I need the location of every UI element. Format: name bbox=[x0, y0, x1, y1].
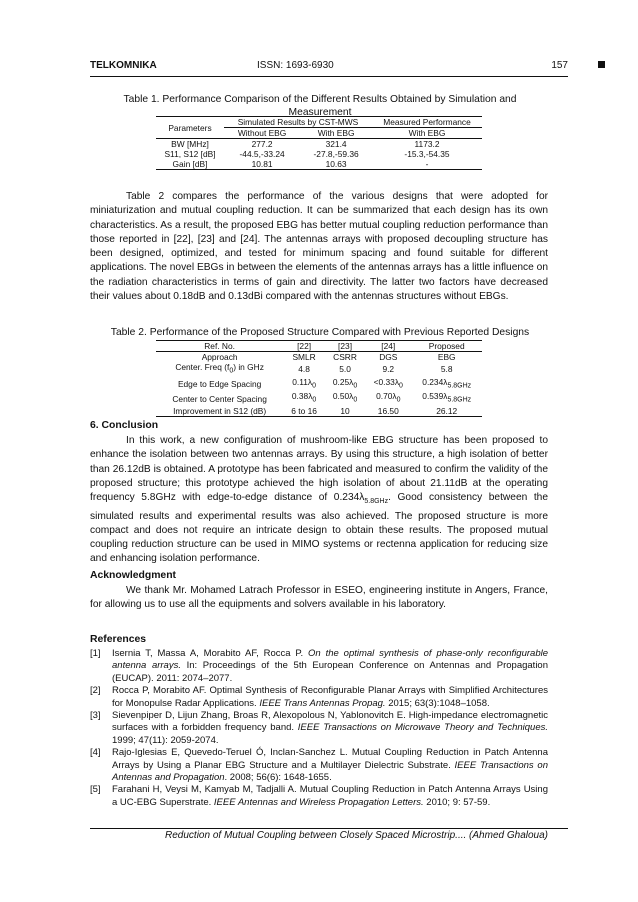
table-cell bbox=[156, 362, 283, 377]
table-cell bbox=[325, 377, 365, 392]
value: 0.539λ bbox=[422, 391, 448, 402]
table-row bbox=[156, 406, 482, 417]
table-cell: S11, S12 [dB] bbox=[164, 149, 216, 159]
value: 0.25λ bbox=[332, 376, 354, 387]
table1-header-simulated: Simulated Results by CST-MWS bbox=[224, 117, 372, 128]
body-paragraph bbox=[90, 190, 548, 304]
reference-text: In: Proceedings of the 5th European Conference on Antennas and Propagation (EUCAP). 2011: 2074–2077. bbox=[112, 660, 548, 684]
references-heading: References bbox=[90, 634, 147, 645]
reference-item bbox=[90, 710, 548, 747]
reference-title: IEEE Transactions on Antennas and Propagation bbox=[112, 759, 548, 784]
reference-title: IEEE Trans Antennas Propag. bbox=[259, 697, 386, 709]
subscript: 0 bbox=[229, 367, 234, 375]
paragraph-text: In this work, a new configuration of mushroom-like EBG structure has been proposed to enhance the isolation between two antennas arrays. By using this structure, a high isolation of better than 26.12dB is obtained. A prototype has been fabricated and measured to confirm the validity of the proposed structure; this prototype achieved the high isolation of about 21.11dB at the operating frequency 5.8GHz with edge-to-edge distance of 0.234λ bbox=[90, 435, 548, 504]
table-cell: -27.8,-59.36 bbox=[313, 149, 359, 159]
table-cell: Gain [dB] bbox=[172, 159, 208, 169]
table-row bbox=[156, 391, 482, 406]
table-cell: 10 bbox=[340, 406, 350, 417]
table1-header-measured: Measured Performance bbox=[372, 117, 482, 128]
table-cell: DGS bbox=[379, 352, 398, 362]
table-row bbox=[156, 159, 482, 170]
table-cell bbox=[365, 391, 411, 406]
table-cell: -15.3,-54.35 bbox=[404, 149, 450, 159]
reference-text: . 2008; 56(6): 1648-1655. bbox=[224, 772, 332, 784]
conclusion-heading: 6. Conclusion bbox=[90, 420, 159, 431]
reference-number: [1] bbox=[90, 648, 101, 659]
subscript: 0 bbox=[396, 397, 401, 405]
table1-sub-without: Without EBG bbox=[237, 128, 287, 138]
table-header-cell: Ref. No. bbox=[204, 341, 235, 351]
table-cell: 4.8 bbox=[298, 364, 310, 375]
table1-sub-with-measured: With EBG bbox=[408, 128, 446, 138]
table-cell: EBG bbox=[437, 352, 456, 362]
table-row bbox=[156, 149, 482, 159]
acknowledgment-paragraph bbox=[90, 584, 548, 613]
table-cell: Center to Center Spacing bbox=[172, 393, 267, 404]
reference-number: [2] bbox=[90, 685, 101, 697]
page-number: 157 bbox=[551, 60, 568, 71]
paragraph-text: Table 2 compares the performance of the various designs that were adopted for miniaturization and mutual coupling reduction. It can be summarized that each design has its own characteristics. As a result, the proposed EBG has better mutual coupling reduction performance than those reported in [22], [23] and [24]. The antennas arrays with proposed decoupling structure has been designed, optimized, and tested for minimum spacing and found suitable for different applications. The novel EBGs in between the elements of the antennas arrays has a little influence on the radiation characteristics in terms of gain and directivity. The latter two factors have decreased their values about 0.18dB and 0.13dBi compared with the antennas structures without EBGs. bbox=[90, 191, 548, 303]
conclusion-paragraph bbox=[90, 434, 548, 567]
table-cell: 5.0 bbox=[339, 364, 351, 375]
reference-item bbox=[90, 685, 548, 710]
table-cell: BW [MHz] bbox=[171, 139, 209, 149]
paragraph-text: We thank Mr. Mohamed Latrach Professor in ESEO, engineering institute in Angers, France, for allowing us to use all the equipments and solvers available in his laboratory. bbox=[90, 585, 548, 611]
reference-item bbox=[90, 747, 548, 784]
table-header-cell: [22] bbox=[297, 341, 312, 351]
table-cell bbox=[283, 377, 325, 392]
issn: ISSN: 1693-6930 bbox=[257, 60, 334, 71]
table-cell: Edge to Edge Spacing bbox=[177, 379, 262, 389]
running-footer: Reduction of Mutual Coupling between Closely Spaced Microstrip.... (Ahmed Ghaloua) bbox=[165, 830, 548, 841]
table1 bbox=[156, 116, 482, 170]
table-cell: 26.12 bbox=[436, 406, 458, 417]
table-cell: 9.2 bbox=[382, 364, 395, 375]
table-row bbox=[156, 352, 482, 363]
table-cell: - bbox=[425, 159, 429, 169]
table-cell: Improvement in S12 (dB) bbox=[173, 406, 267, 417]
reference-number: [4] bbox=[90, 747, 101, 759]
subscript: 0 bbox=[399, 382, 403, 390]
reference-text: Rocca P, Morabito AF. Optimal Synthesis of Reconfigurable Planar Arrays with Simplified Architectures for Monopulse Radar Applications. bbox=[112, 685, 548, 709]
table-cell: -44.5,-33.24 bbox=[239, 149, 285, 159]
reference-text: 1999; 47(11): 2059-2074. bbox=[112, 734, 219, 746]
label-part: ) in GHz bbox=[233, 362, 264, 372]
table-row bbox=[156, 362, 482, 377]
reference-text: Sievenpiper D, Lijun Zhang, Broas R, Alexopolous N, Yablonovitch E. High-impedance electromagnetic surfaces with a forbidden frequency band. bbox=[112, 710, 548, 734]
table-cell: 10.63 bbox=[325, 159, 347, 169]
table-row bbox=[156, 377, 482, 392]
value: 0.234λ bbox=[422, 376, 448, 387]
reference-list bbox=[90, 648, 548, 809]
header-rule bbox=[90, 76, 568, 77]
subscript: 0 bbox=[353, 382, 358, 390]
reference-text: Isernia T, Massa A, Morabito AF, Rocca P. bbox=[112, 648, 309, 659]
reference-text: 2010; 9: 57-59. bbox=[423, 796, 491, 808]
reference-title: IEEE Transactions on Microwave Theory and Techniques. bbox=[297, 722, 548, 734]
reference-text: Rajo-Iglesias E, Quevedo-Teruel Ó, Inclan-Sanchez L. Mutual Coupling Reduction in Patch Antenna Arrays by Using a Planar EBG Structure and a Multilayer Dielectric Substrate. bbox=[112, 747, 548, 771]
journal-name: TELKOMNIKA bbox=[90, 60, 157, 71]
acknowledgment-heading: Acknowledgment bbox=[90, 570, 177, 581]
subscript: 5.8GHz bbox=[447, 397, 472, 405]
value: 0.38λ bbox=[291, 391, 313, 402]
table2 bbox=[156, 340, 482, 417]
reference-title: IEEE Antennas and Wireless Propagation Letters. bbox=[213, 796, 424, 808]
value: <0.33λ bbox=[373, 376, 400, 387]
table-row bbox=[156, 139, 482, 150]
table-cell bbox=[411, 377, 482, 392]
subscript: 0 bbox=[353, 397, 358, 405]
subscript: 0 bbox=[312, 397, 317, 405]
value: 0.50λ bbox=[332, 391, 354, 402]
square-bullet-icon bbox=[598, 61, 605, 68]
table1-caption: Table 1. Performance Comparison of the Different Results Obtained by Simulation and Measurement bbox=[123, 94, 517, 118]
reference-title: On the optimal synthesis of phase-only reconfigurable antenna arrays. bbox=[112, 648, 549, 672]
table-header-cell: Proposed bbox=[428, 341, 465, 351]
table-cell: 6 to 16 bbox=[291, 406, 317, 417]
table1-sub-with: With EBG bbox=[317, 128, 355, 138]
table-cell bbox=[325, 391, 365, 406]
table-cell bbox=[283, 391, 325, 406]
running-header bbox=[90, 60, 568, 74]
subscript: 5.8GHz bbox=[364, 498, 389, 506]
table1-header-parameters: Parameters bbox=[156, 117, 224, 139]
value: 0.70λ bbox=[376, 391, 397, 402]
table-cell: CSRR bbox=[333, 352, 357, 362]
subscript: 0 bbox=[312, 382, 316, 390]
reference-number: [5] bbox=[90, 784, 101, 796]
table-cell: 277.2 bbox=[251, 139, 273, 149]
reference-text: Farahani H, Veysi M, Kamyab M, Tadjalli A. Mutual Coupling Reduction in Patch Antenna Arrays Using a UC-EBG Superstrate. bbox=[112, 784, 548, 808]
value: 0.11λ bbox=[292, 376, 313, 387]
paragraph-text: . Good consistency between the simulated results and experimental results was also achieved. The proposed structure is more compact and does not require an intricate design to obtain these results. The proposed mutual coupling reduction structure can be used in MIMO systems or rectenna application for reducing size and enhancing isolation performance. bbox=[90, 492, 548, 565]
label-part: Center. Freq (f bbox=[175, 362, 230, 372]
table-cell: 16.50 bbox=[377, 406, 399, 417]
table-cell bbox=[411, 391, 482, 406]
subscript: 5.8GHz bbox=[447, 382, 472, 390]
reference-item bbox=[90, 648, 548, 685]
table-header-cell: [23] bbox=[338, 341, 353, 351]
reference-number: [3] bbox=[90, 710, 101, 722]
reference-text: 2015; 63(3):1048–1058. bbox=[385, 697, 490, 709]
table-cell: 321.4 bbox=[325, 139, 347, 149]
table-header-cell: [24] bbox=[381, 341, 396, 351]
reference-item bbox=[90, 784, 548, 809]
table-cell: SMLR bbox=[292, 352, 316, 362]
table-cell: 10.81 bbox=[251, 159, 273, 169]
table2-caption: Table 2. Performance of the Proposed Structure Compared with Previous Reported Designs bbox=[110, 327, 530, 338]
table-cell: 1173.2 bbox=[414, 139, 440, 149]
table-cell: Approach bbox=[201, 352, 238, 362]
footer-rule bbox=[90, 828, 568, 829]
table-cell: 5.8 bbox=[440, 364, 453, 375]
table-header-row bbox=[156, 341, 482, 352]
table-cell bbox=[365, 377, 411, 392]
